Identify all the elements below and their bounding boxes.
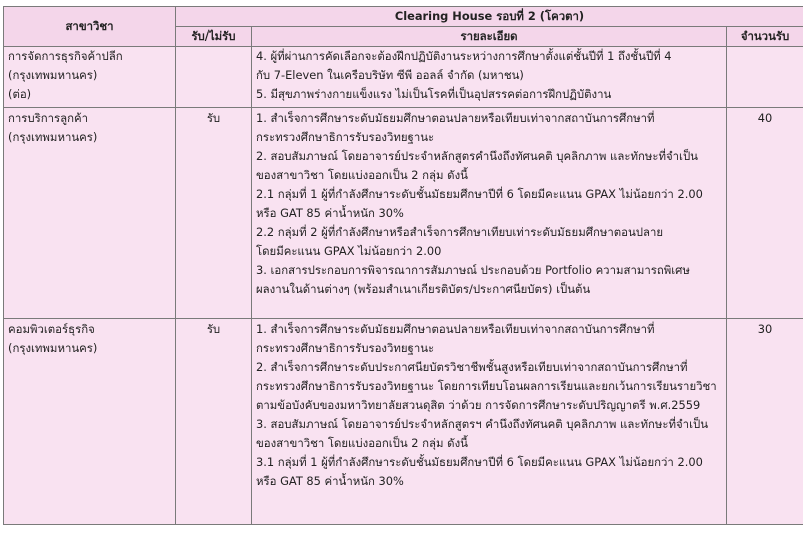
subject-cell — [4, 47, 176, 108]
detail-line: หรือ GAT 85 ค่าน้ำหนัก 30% — [256, 474, 404, 488]
detail-line: กระทรวงศึกษาธิการรับรองวิทยฐานะ — [256, 341, 435, 355]
detail-line: 1. สำเร็จการศึกษาระดับมัธยมศึกษาตอนปลายหรือเทียบเท่าจากสถาบันการศึกษาที่ — [256, 111, 655, 125]
count-cell — [727, 47, 804, 108]
subject-cell — [4, 319, 176, 525]
detail-line: ตามข้อบังคับของมหาวิทยาลัยสวนดุสิต ว่าด้วย การจัดการศึกษาระดับปริญญาตรี พ.ศ.2559 — [256, 398, 701, 412]
subject-header: สาขาวิชา — [4, 7, 176, 47]
detail-line: 3. สอบสัมภาษณ์ โดยอาจารย์ประจำหลักสูตรฯ คำนึงถึงทัศนคติ บุคลิกภาพ และทักษะที่จำเป็น — [256, 417, 708, 431]
clearing-house-header: Clearing House รอบที่ 2 (โควตา) — [176, 7, 804, 27]
table-row — [4, 47, 804, 108]
accept-header: รับ/ไม่รับ — [176, 27, 252, 47]
detail-line: ของสาขาวิชา โดยแบ่งออกเป็น 2 กลุ่ม ดังนี้ — [256, 168, 468, 182]
detail-line: 2. สอบสัมภาษณ์ โดยอาจารย์ประจำหลักสูตรคำนึงถึงทัศนคติ บุคลิกภาพ และทักษะที่จำเป็น — [256, 149, 698, 163]
subject-line: (กรุงเทพมหานคร) — [8, 130, 98, 144]
admission-table — [3, 6, 803, 525]
detail-line: 5. มีสุขภาพร่างกายแข็งแรง ไม่เป็นโรคที่เป็นอุปสรรคต่อการฝึกปฏิบัติงาน — [256, 87, 612, 101]
subject-line: คอมพิวเตอร์ธุรกิจ — [8, 322, 95, 336]
subject-line: (กรุงเทพมหานคร) — [8, 68, 98, 82]
detail-cell — [252, 108, 727, 319]
accept-cell — [176, 47, 252, 108]
detail-cell — [252, 319, 727, 525]
detail-line: 1. สำเร็จการศึกษาระดับมัธยมศึกษาตอนปลายหรือเทียบเท่าจากสถาบันการศึกษาที่ — [256, 322, 655, 336]
count-cell: 30 — [727, 319, 804, 525]
accept-cell: รับ — [176, 319, 252, 525]
details-header: รายละเอียด — [252, 27, 727, 47]
admission-table-container — [3, 6, 803, 547]
count-header: จำนวนรับ — [727, 27, 804, 47]
table-row — [4, 319, 804, 525]
subject-line: การจัดการธุรกิจค้าปลีก — [8, 49, 123, 63]
accept-cell: รับ — [176, 108, 252, 319]
subject-line: (กรุงเทพมหานคร) — [8, 341, 98, 355]
detail-cell — [252, 47, 727, 108]
detail-line: ผลงานในด้านต่างๆ (พร้อมสำเนาเกียรติบัตร/ประกาศนียบัตร) เป็นต้น — [256, 282, 591, 296]
detail-line: 3.1 กลุ่มที่ 1 ผู้ที่กำลังศึกษาระดับชั้นมัธยมศึกษาปีที่ 6 โดยมีคะแนน GPAX ไม่น้อยกว่า 2.00 — [256, 455, 703, 469]
subject-cell — [4, 108, 176, 319]
detail-line: 2.1 กลุ่มที่ 1 ผู้ที่กำลังศึกษาระดับชั้นมัธยมศึกษาปีที่ 6 โดยมีคะแนน GPAX ไม่น้อยกว่า 2.00 — [256, 187, 703, 201]
detail-line: 2. สำเร็จการศึกษาระดับประกาศนียบัตรวิชาชีพชั้นสูงหรือเทียบเท่าจากสถาบันการศึกษาที่ — [256, 360, 688, 374]
detail-line: กับ 7-Eleven ในเครือบริษัท ซีพี ออลล์ จำกัด (มหาชน) — [256, 68, 524, 82]
detail-line: ของสาขาวิชา โดยแบ่งออกเป็น 2 กลุ่ม ดังนี้ — [256, 436, 468, 450]
subject-line: การบริการลูกค้า — [8, 111, 89, 125]
detail-line: หรือ GAT 85 ค่าน้ำหนัก 30% — [256, 206, 404, 220]
detail-line: กระทรวงศึกษาธิการรับรองวิทยฐานะ — [256, 130, 435, 144]
detail-line: กระทรวงศึกษาธิการรับรองวิทยฐานะ โดยการเทียบโอนผลการเรียนและยกเว้นการเรียนรายวิชา — [256, 379, 717, 393]
count-cell: 40 — [727, 108, 804, 319]
table-row — [4, 108, 804, 319]
detail-line: 2.2 กลุ่มที่ 2 ผู้ที่กำลังศึกษาหรือสำเร็จการศึกษาเทียบเท่าระดับมัธยมศึกษาตอนปลาย — [256, 225, 664, 239]
header-row-1 — [4, 7, 804, 27]
subject-line: (ต่อ) — [8, 87, 32, 101]
detail-line: โดยมีคะแนน GPAX ไม่น้อยกว่า 2.00 — [256, 244, 442, 258]
detail-line: 3. เอกสารประกอบการพิจารณาการสัมภาษณ์ ประกอบด้วย Portfolio ความสามารถพิเศษ — [256, 263, 690, 277]
detail-line: 4. ผู้ที่ผ่านการคัดเลือกจะต้องฝึกปฏิบัติงานระหว่างการศึกษาตั้งแต่ชั้นปีที่ 1 ถึงชั้นปีที่ 4 — [256, 49, 672, 63]
